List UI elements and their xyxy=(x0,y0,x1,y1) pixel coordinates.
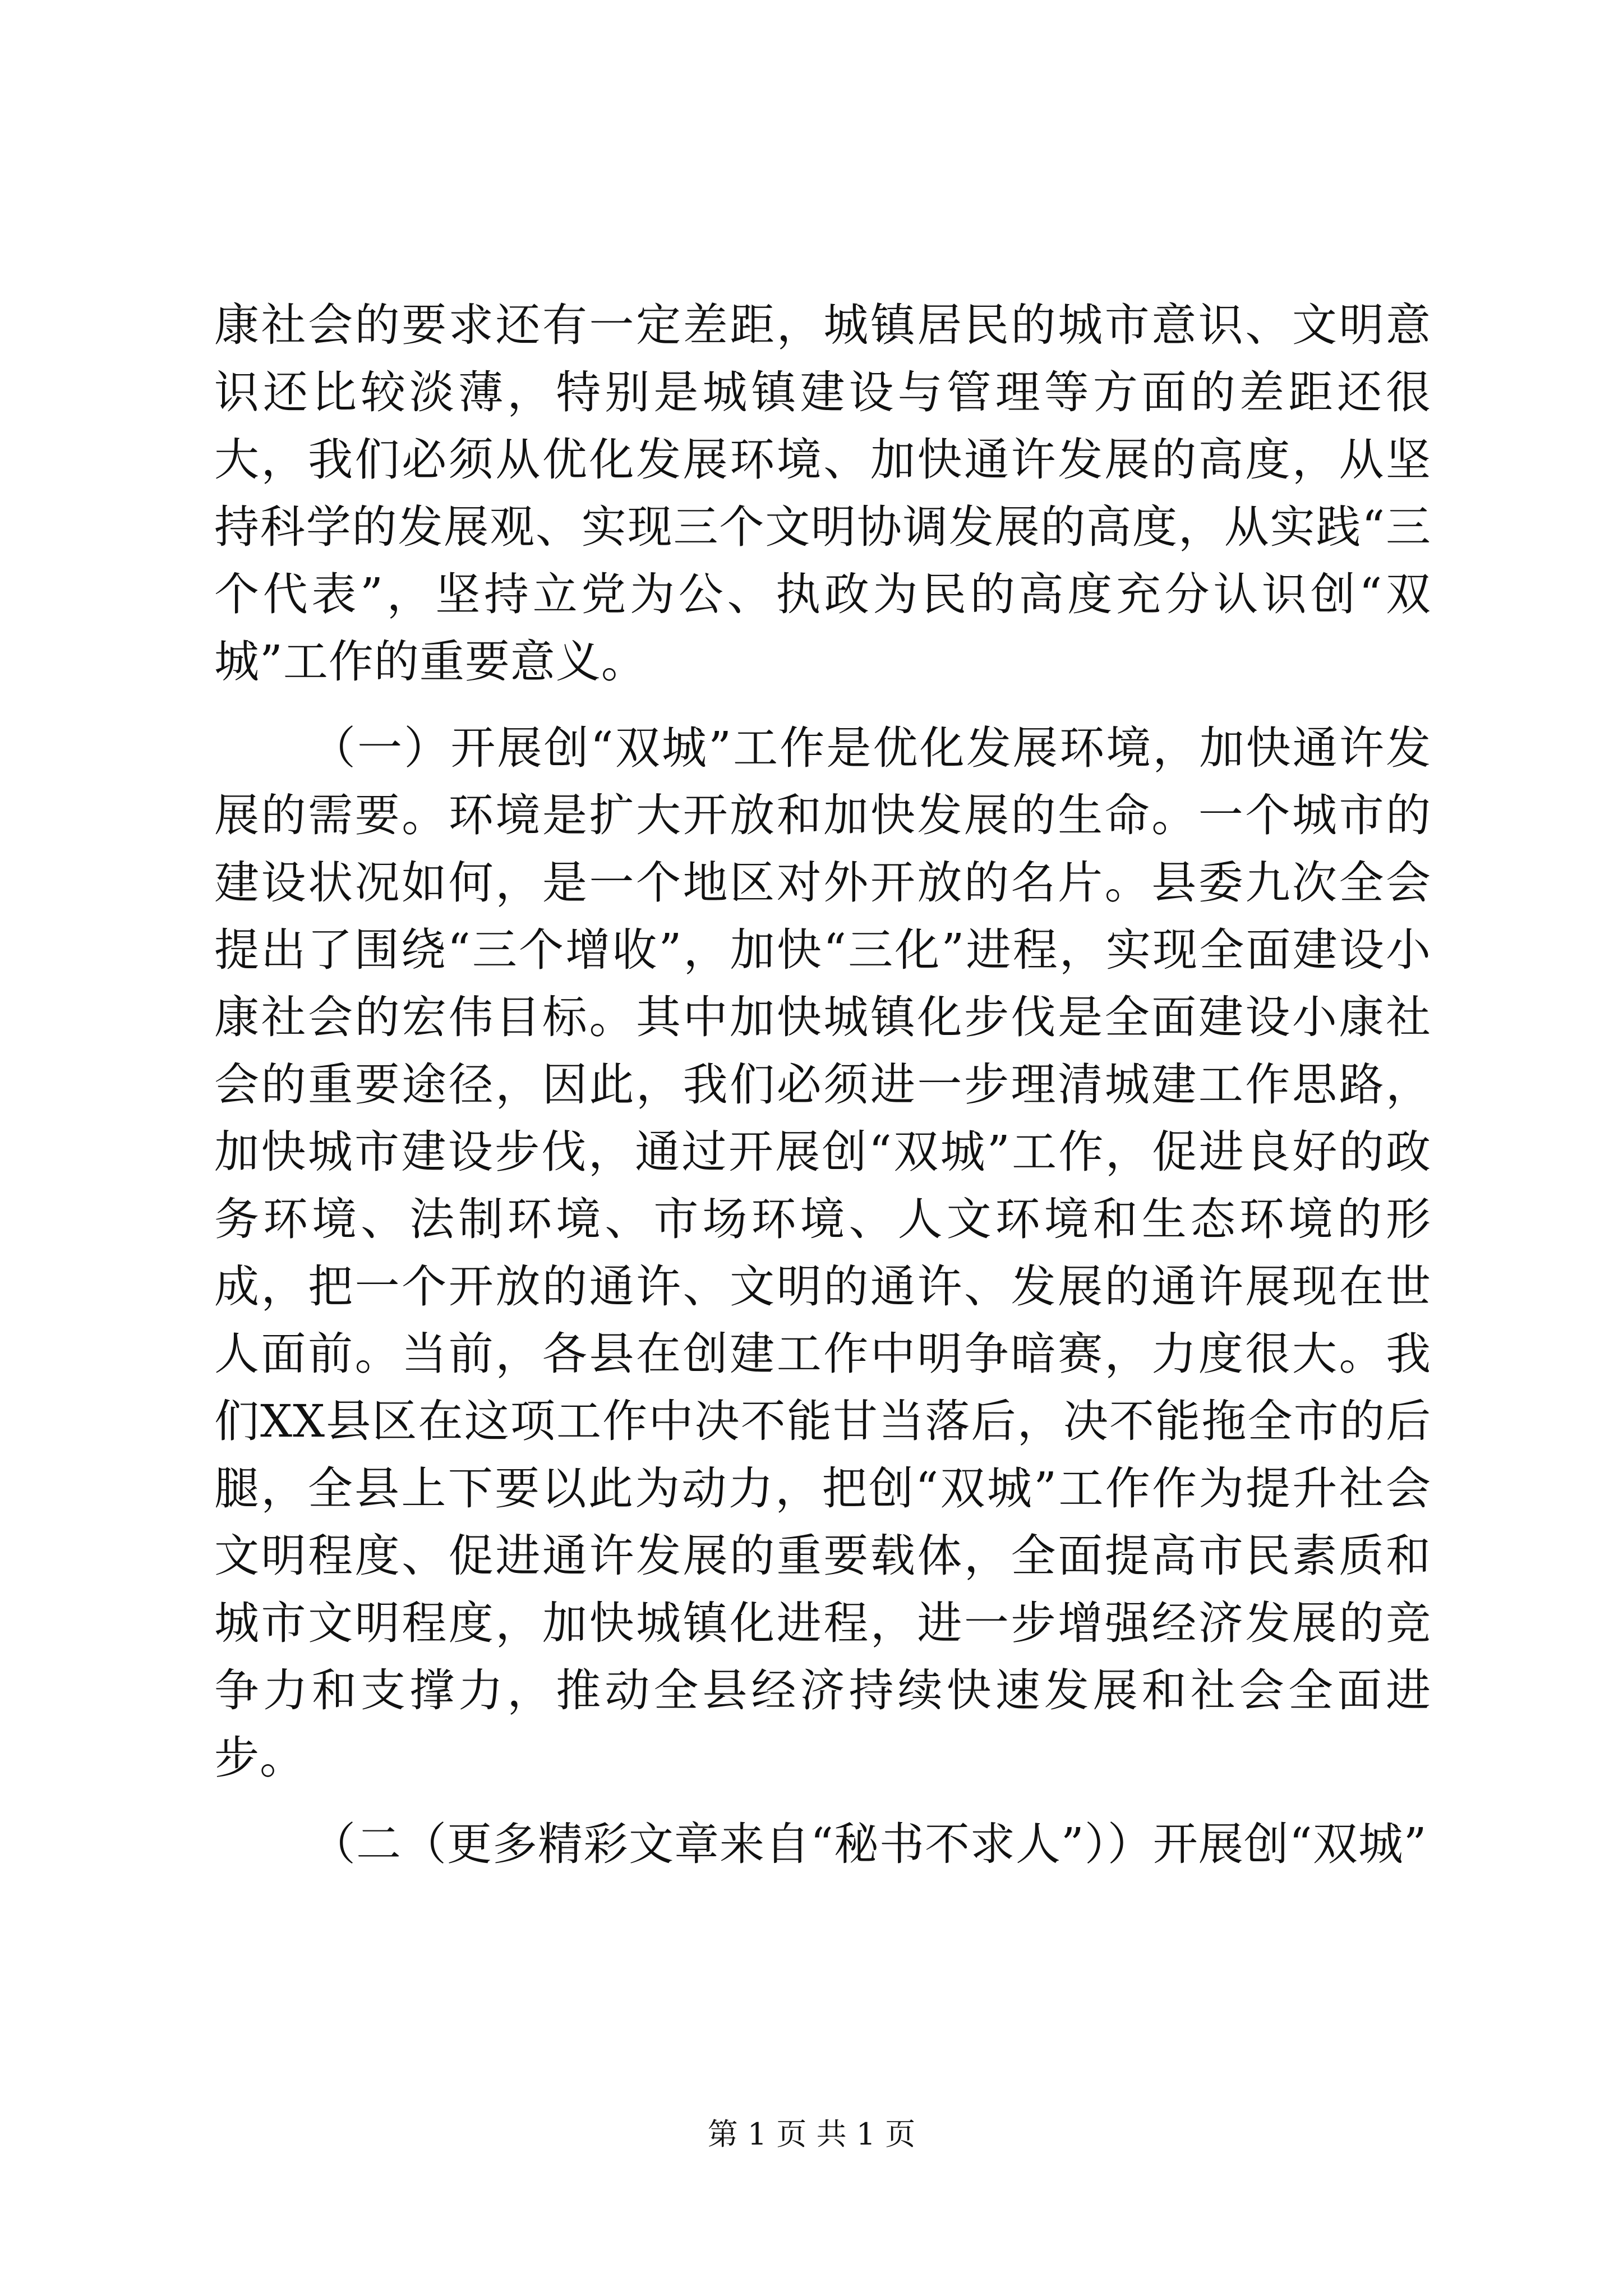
paragraph-3: （二（更多精彩文章来自“秘书不求人”））开展创“双城” xyxy=(311,1818,1427,1870)
paragraph-2: （一）开展创“双城”工作是优化发展环境，加快通许发展的需要。环境是扩大开放和加快发展的生命。一个城市的建设状况如何，是一个地区对外开放的名片。县委九次全会提出了围绕“三个增收”，加快“三化”进程，实现全面建设小康社会的宏伟目标。其中加快城镇化步伐是全面建设小康社会的重要途径，因此，我们必须进一步理清城建工作思路，加快城市建设步伐，通过开展创“双城”工作，促进良好的政务环境、法制环境、市场环境、人文环境和生态环境的形成，把一个开放的通许、文明的通许、发展的通许展现在世人面前。当前，各县在创建工作中明争暗赛，力度很大。我们XX县区在这项工作中决不能甘当落后，决不能拖全市的后腿，全县上下要以此为动力，把创“双城”工作作为提升社会文明程度、促进通许发展的重要载体，全面提高市民素质和城市文明程度，加快城镇化进程，进一步增强经济发展的竞争力和支撑力，推动全县经济持续快速发展和社会全面进步。 xyxy=(214,722,1431,1784)
page-footer: 第 1 页 共 1 页 xyxy=(707,2116,916,2152)
document-body xyxy=(214,292,1431,1878)
paragraph-1: 康社会的要求还有一定差距，城镇居民的城市意识、文明意识还比较淡薄，特别是城镇建设与管理等方面的差距还很大，我们必须从优化发展环境、加快通许发展的高度，从坚持科学的发展观、实现三个文明协调发展的高度，从实践“三个代表”，坚持立党为公、执政为民的高度充分认识创“双城”工作的重要意义。 xyxy=(214,299,1431,688)
